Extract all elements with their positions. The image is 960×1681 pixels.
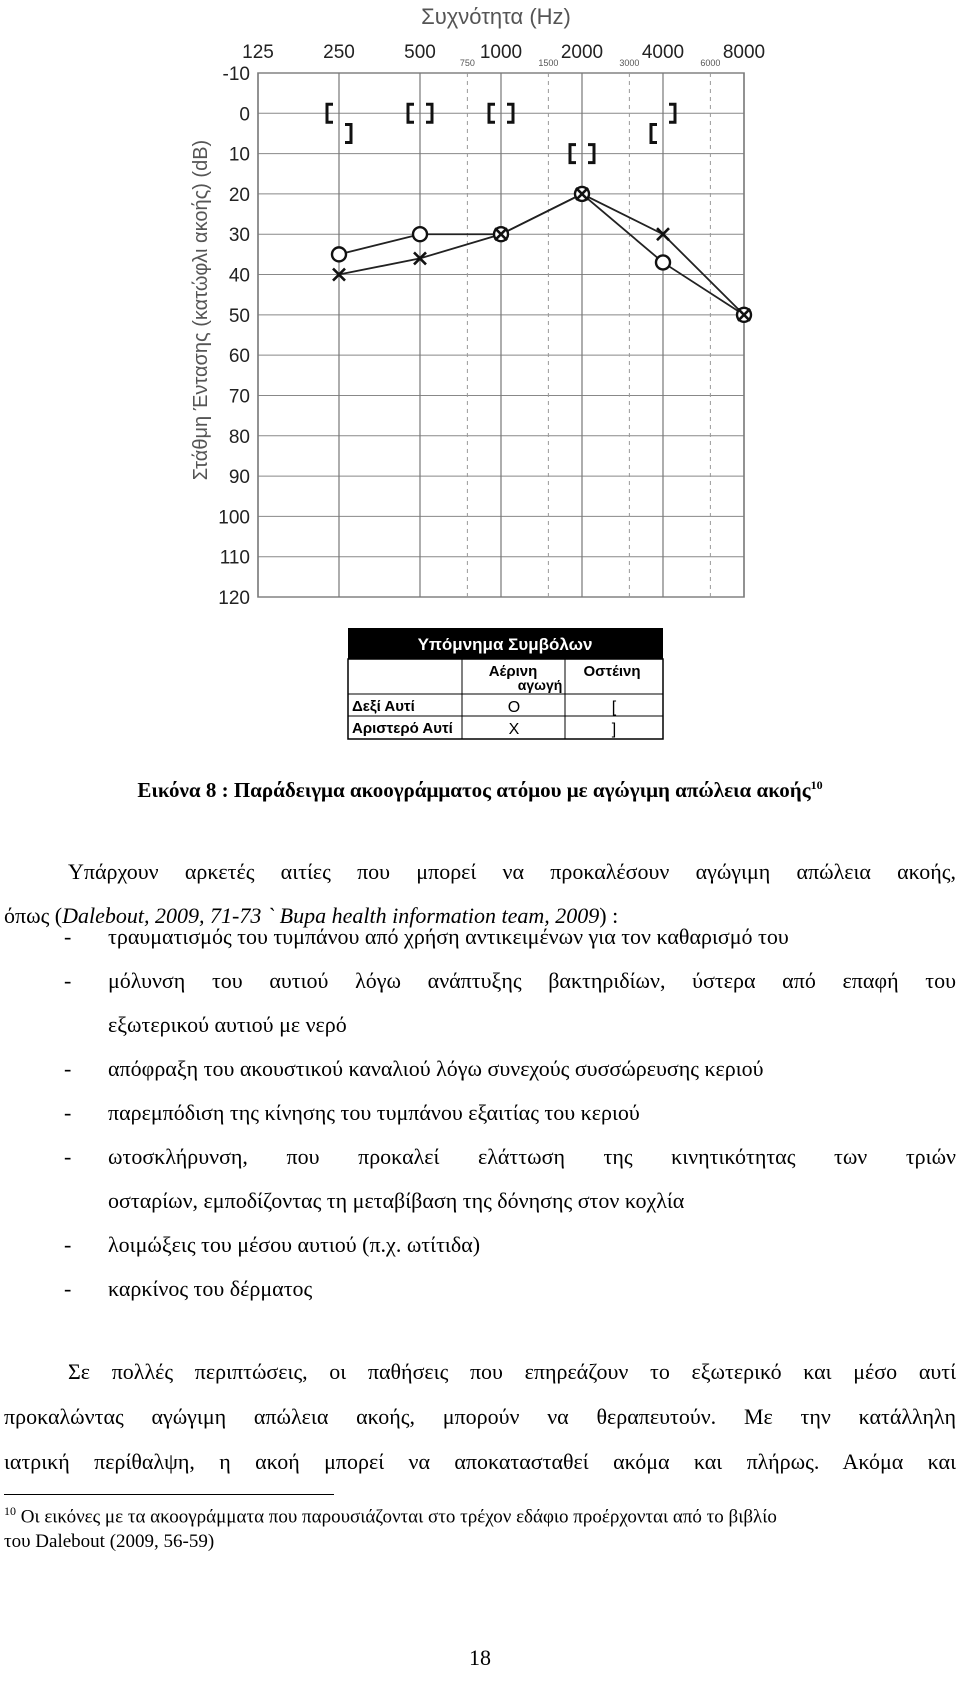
- chart-series-lines: [339, 194, 744, 315]
- footnote-text-1: Οι εικόνες με τα ακοογράμματα που παρουσιάζονται στο τρέχον εδάφιο προέρχονται από το βιβλίο: [20, 1506, 777, 1528]
- footnote-rule: [4, 1494, 334, 1495]
- list-item-text: τραυματισμός του τυμπάνου από χρήση αντικειμένων για τον καθαρισμό του: [108, 924, 789, 949]
- list-item-dash: -: [64, 1276, 72, 1301]
- x-tick-label: 8000: [722, 42, 766, 63]
- list-item-dash: -: [64, 1232, 72, 1257]
- chart-markers: [327, 104, 751, 322]
- legend-sym-right-air: O: [507, 699, 521, 716]
- paragraph-line-2: προκαλώντας αγώγιμη απώλεια ακοής, μπορούν να θεραπευτούν. Με την κατάλληλη: [4, 1404, 956, 1429]
- audiogram-figure: [0, 0, 960, 760]
- list-item-dash: -: [64, 924, 72, 949]
- list-item-text: μόλυνση του αυτιού λόγω ανάπτυξης βακτηριδίων, ύστερα από επαφή του: [108, 968, 956, 993]
- x-minor-tick-label: 3000: [619, 58, 640, 68]
- y-tick-label: 70: [228, 386, 250, 408]
- x-tick-label: 250: [323, 42, 355, 63]
- y-tick-label: 40: [228, 265, 250, 287]
- chart-title: Συχνότητα (Hz): [421, 4, 571, 29]
- list-item-dash: -: [64, 968, 72, 993]
- x-tick-label: 2000: [560, 42, 604, 63]
- list-item-dash: -: [64, 1100, 72, 1125]
- figure-caption: [0, 778, 960, 803]
- chart-y-axis-label: Στάθμη Έντασης (κατώφλι ακοής) (dB): [190, 139, 212, 481]
- intro-prefix: όπως (: [4, 903, 63, 928]
- y-tick-label: 100: [218, 507, 250, 529]
- footnote-line-2: του Dalebout (2009, 56-59): [4, 1531, 215, 1552]
- marker-bracket-open: [651, 124, 657, 142]
- page-number: 18: [469, 1645, 491, 1670]
- intro-citation: Dalebout, 2009, 71-73 ` Bupa health information team, 2009: [62, 903, 600, 928]
- legend-row-right: Δεξί Αυτί: [352, 698, 415, 715]
- y-tick-label: 10: [228, 144, 250, 166]
- legend-sym-left-air: X: [508, 721, 520, 738]
- x-minor-tick-label: 1500: [538, 58, 559, 68]
- y-tick-label: 20: [228, 184, 250, 206]
- legend-title: Υπόμνημα Συμβόλων: [417, 635, 593, 654]
- y-tick-label: 60: [228, 346, 250, 368]
- paragraph-line-1: Σε πολλές περιπτώσεις, οι παθήσεις που επηρεάζουν το εξωτερικό και μέσο αυτί: [68, 1359, 956, 1384]
- marker-bracket-close: [345, 124, 351, 142]
- legend-sym-right-bone: [: [611, 699, 617, 716]
- x-tick-label: 4000: [641, 42, 685, 63]
- paragraph-line-3: ιατρική περίθαλψη, η ακοή μπορεί να αποκατασταθεί ακόμα και πλήρως. Ακόμα και: [4, 1449, 956, 1474]
- y-tick-label: 50: [228, 305, 250, 327]
- list-item-dash: -: [64, 1056, 72, 1081]
- list-item-text: καρκίνος του δέρματος: [108, 1276, 313, 1301]
- legend-col-air: Αέρινη: [488, 663, 538, 680]
- list-item-text: απόφραξη του ακουστικού καναλιού λόγω συνεχούς συσσώρευσης κεριού: [108, 1056, 764, 1081]
- list-item-text: οσταρίων, εμποδίζοντας τη μεταβίβαση της δόνησης στον κοχλία: [108, 1188, 685, 1213]
- y-tick-label: 80: [228, 426, 250, 448]
- chart-tick-labels: [218, 42, 765, 609]
- x-minor-tick-label: 750: [459, 58, 475, 68]
- symbol-legend: [348, 628, 663, 739]
- legend-col-bone: Οστέινη: [583, 663, 641, 680]
- list-item-text: ωτοσκλήρυνση, που προκαλεί ελάττωση της κινητικότητας των τριών: [108, 1144, 956, 1169]
- y-tick-label: -10: [222, 64, 250, 85]
- y-tick-label: 0: [239, 104, 250, 126]
- x-tick-label: 125: [242, 42, 274, 63]
- footnote-line-1: [4, 1504, 956, 1528]
- y-tick-label: 120: [218, 588, 250, 609]
- list-item-text: παρεμπόδιση της κίνησης του τυμπάνου εξαιτίας του κεριού: [108, 1100, 640, 1125]
- list-item-text: λοιμώξεις του μέσου αυτιού (π.χ. ωτίτιδα): [108, 1232, 481, 1257]
- figure-caption-text: Εικόνα 8 : Παράδειγμα ακοογράμματος ατόμου με αγώγιμη απώλεια ακοής: [137, 778, 811, 802]
- x-tick-label: 1000: [479, 42, 523, 63]
- x-minor-tick-label: 6000: [700, 58, 721, 68]
- marker-o: [332, 247, 346, 261]
- list-item-dash: -: [64, 1144, 72, 1169]
- x-tick-label: 500: [404, 42, 436, 63]
- list-item-text: εξωτερικού αυτιού με νερό: [108, 1012, 347, 1037]
- marker-o: [413, 227, 427, 241]
- y-tick-label: 30: [228, 225, 250, 247]
- intro-line-1: Υπάρχουν αρκετές αιτίες που μπορεί να προκαλέσουν αγώγιμη απώλεια ακοής,: [68, 859, 956, 884]
- chart-grid: [258, 73, 744, 597]
- intro-suffix: ) :: [599, 903, 619, 928]
- legend-row-left: Αριστερό Αυτί: [352, 720, 453, 737]
- figure-caption-ref: 10: [810, 778, 823, 792]
- legend-col-air-2: αγωγή: [517, 677, 563, 693]
- y-tick-label: 90: [228, 467, 250, 489]
- marker-o: [656, 255, 670, 269]
- legend-sym-left-bone: ]: [611, 721, 617, 738]
- footnote-number: 10: [4, 1504, 16, 1518]
- y-tick-label: 110: [219, 547, 250, 569]
- series-line: [339, 194, 744, 315]
